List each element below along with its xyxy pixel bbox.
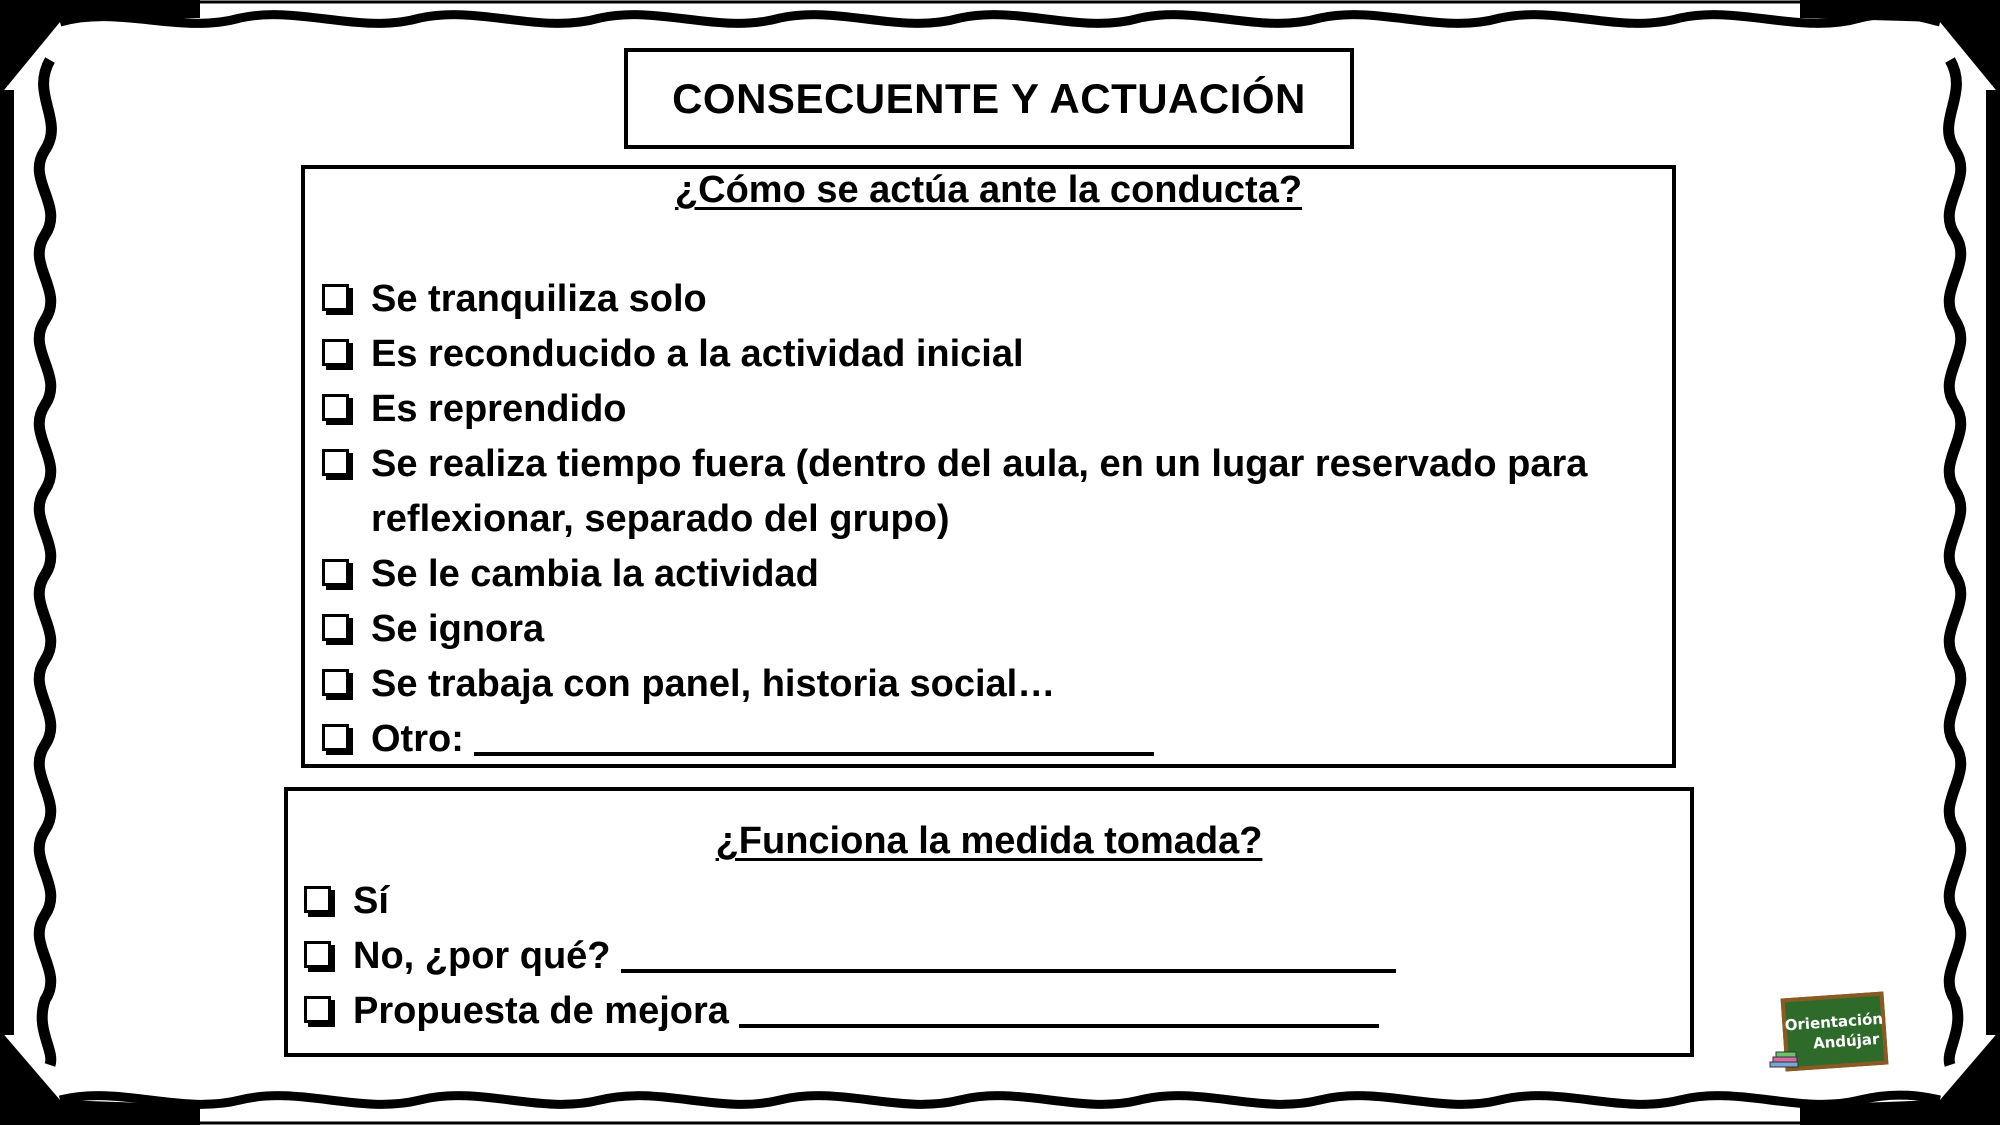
effectiveness-options-list (304, 874, 1674, 1039)
option-label: Se realiza tiempo fuera (dentro del aula, en un lugar reservado para reflexionar, separado del grupo) (371, 443, 1588, 540)
list-item (304, 984, 1674, 1039)
conduct-response-section (301, 165, 1676, 768)
checkbox[interactable] (304, 886, 331, 913)
checkbox[interactable] (322, 449, 349, 476)
checkbox[interactable] (304, 941, 331, 968)
checkbox[interactable] (304, 996, 331, 1023)
list-item (322, 382, 1657, 437)
option-label: Es reconducido a la actividad inicial (371, 333, 1024, 375)
checkbox[interactable] (322, 559, 349, 586)
option-label: Se le cambia la actividad (371, 553, 819, 595)
logo-line-1: Orientación (1784, 1009, 1884, 1034)
checkbox[interactable] (322, 724, 349, 751)
checkbox[interactable] (322, 669, 349, 696)
list-item (304, 874, 1674, 929)
option-label: Es reprendido (371, 388, 627, 430)
improvement-answer-line[interactable] (739, 984, 1379, 1028)
list-item (322, 437, 1657, 547)
books-icon (1768, 1050, 1800, 1068)
effectiveness-section (284, 787, 1694, 1057)
option-label: Sí (353, 880, 389, 922)
section-heading-effectiveness: ¿Funciona la medida tomada? (715, 820, 1263, 862)
option-label: Propuesta de mejora (353, 990, 729, 1032)
reason-answer-line[interactable] (621, 929, 1396, 973)
response-options-list (322, 272, 1657, 767)
checkbox[interactable] (322, 394, 349, 421)
title-box (624, 48, 1354, 149)
list-item (304, 929, 1674, 984)
list-item (322, 657, 1657, 712)
logo-line-2: Andújar (1812, 1029, 1880, 1053)
option-label: Se trabaja con panel, historia social… (371, 663, 1056, 705)
page-title: CONSECUENTE Y ACTUACIÓN (672, 74, 1306, 122)
option-label: No, ¿por qué? (353, 935, 611, 977)
section-heading-response: ¿Cómo se actúa ante la conducta? (674, 169, 1303, 211)
list-item (322, 602, 1657, 657)
option-label: Otro: (371, 718, 464, 760)
option-label: Se tranquiliza solo (371, 278, 707, 320)
list-item (322, 272, 1657, 327)
option-label: Se ignora (371, 608, 545, 650)
checkbox[interactable] (322, 614, 349, 641)
list-item (322, 547, 1657, 602)
other-answer-line[interactable] (474, 712, 1154, 756)
checkbox[interactable] (322, 339, 349, 366)
list-item (322, 327, 1657, 382)
list-item (322, 712, 1657, 767)
checkbox[interactable] (322, 284, 349, 311)
